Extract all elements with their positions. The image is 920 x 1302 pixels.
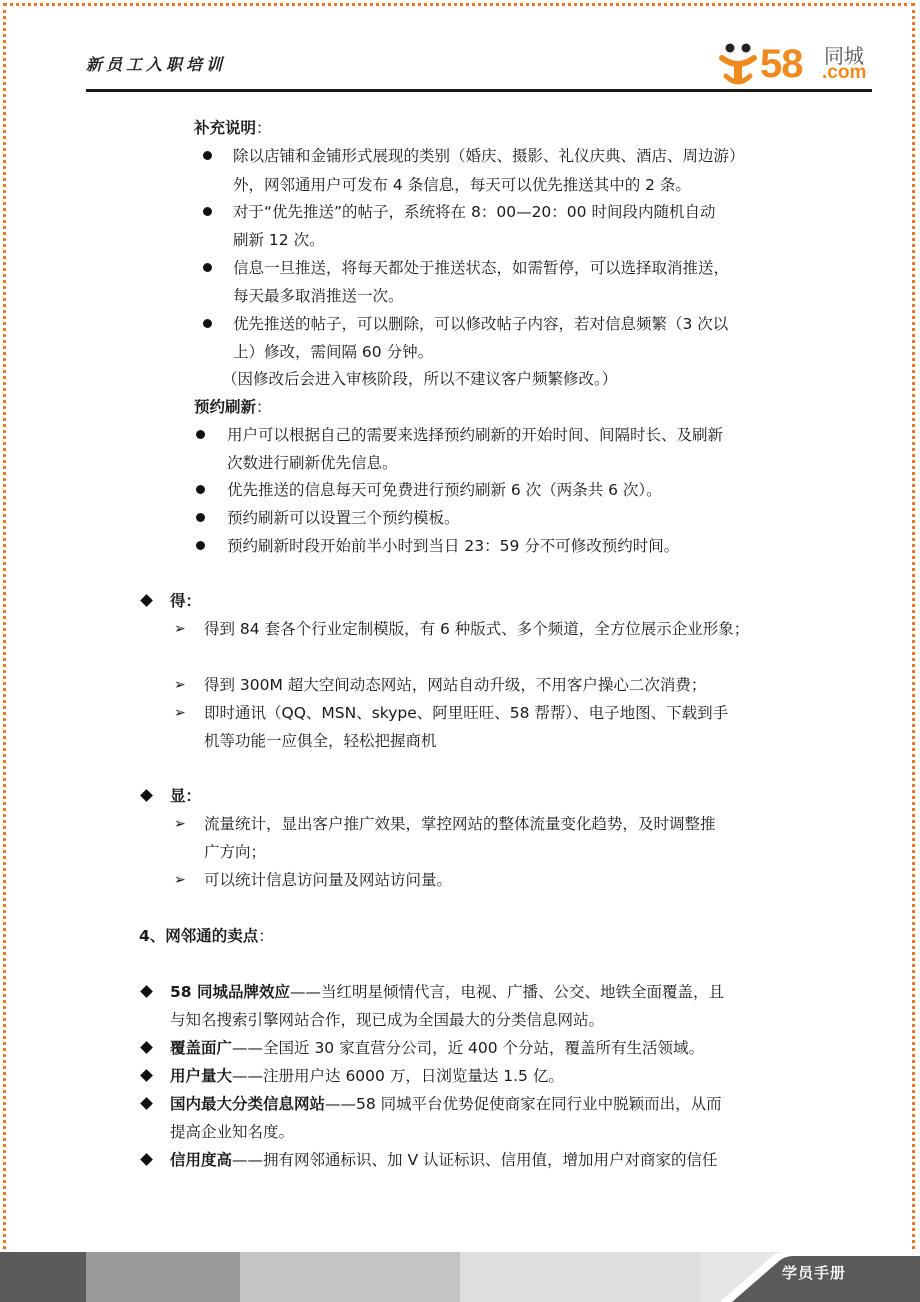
logo-city: 同城	[824, 44, 864, 68]
list-item: 流量统计，显出客户推广效果，掌控网站的整体流量变化趋势，及时调整推	[204, 815, 716, 833]
mascot-icon	[718, 40, 762, 86]
list-item: 除以店铺和金铺形式展现的类别（婚庆、摄影、礼仪庆典、酒店、周边游）	[233, 147, 745, 165]
list-item: 58 同城品牌效应——当红明星倾情代言，电视、广播、公交、地铁全面覆盖，且	[170, 983, 724, 1001]
bullet-icon	[203, 151, 212, 160]
arrow-bullet-icon: ➢	[174, 677, 186, 693]
list-item: 可以统计信息访问量及网站访问量。	[204, 871, 453, 889]
supplement-heading: 补充说明	[194, 119, 257, 137]
58-logo	[718, 40, 878, 86]
list-item-cont: 提高企业知名度。	[170, 1123, 295, 1141]
bullet-icon	[203, 207, 212, 216]
list-item: 预约刷新时段开始前半小时到当日 23：59 分不可修改预约时间。	[227, 537, 680, 555]
list-item: 对于“优先推送”的帖子，系统将在 8：00—20：00 时间段内随机自动	[233, 203, 716, 221]
bullet-icon	[196, 485, 205, 494]
gain-heading: 得：	[170, 592, 202, 610]
list-item: 国内最大分类信息网站——58 同城平台优势促使商家在同行业中脱颖而出，从而	[170, 1095, 722, 1113]
supplement-heading-row: 补充说明：	[194, 119, 272, 137]
refresh-heading-row: 预约刷新：	[194, 398, 272, 416]
header-divider	[86, 89, 872, 92]
logo-domain: .com	[822, 62, 867, 83]
list-item-cont: 外，网邻通用户可发布 4 条信息，每天可以优先推送其中的 2 条。	[233, 176, 691, 194]
list-item: 得到 84 套各个行业定制模版，有 6 种版式、多个频道，全方位展示企业形象；	[204, 620, 750, 638]
list-item: 信息一旦推送，将每天都处于推送状态，如需暂停，可以选择取消推送，	[233, 259, 730, 277]
header-title: 新员工入职培训	[86, 55, 227, 74]
list-item-cont: 广方向；	[204, 843, 267, 861]
footer-label: 学员手册	[782, 1264, 847, 1282]
arrow-bullet-icon: ➢	[174, 816, 186, 832]
list-item: 信用度高——拥有网邻通标识、加 V 认证标识、信用值，增加用户对商家的信任	[170, 1151, 718, 1169]
list-item-cont: 机等功能一应俱全，轻松把握商机	[204, 732, 437, 750]
selling-term: 58 同城品牌效应	[170, 983, 290, 1001]
arrow-bullet-icon: ➢	[174, 705, 186, 721]
list-item-cont: 每天最多取消推送一次。	[233, 287, 404, 305]
list-item-cont: 刷新 12 次。	[233, 231, 325, 249]
list-item-cont: 上）修改，需间隔 60 分钟。	[233, 343, 434, 361]
list-item-cont: 次数进行刷新优先信息。	[227, 454, 398, 472]
logo-number: 58	[760, 42, 803, 86]
bullet-icon	[203, 319, 212, 328]
bullet-icon	[196, 541, 205, 550]
list-item: 优先推送的信息每天可免费进行预约刷新 6 次（两条共 6 次）。	[227, 481, 662, 499]
selling-heading-row: 4、网邻通的卖点：	[139, 927, 274, 945]
list-item: 覆盖面广——全国近 30 家直营分公司，近 400 个分站，覆盖所有生活领域。	[170, 1039, 705, 1057]
selling-term: 信用度高	[170, 1151, 233, 1169]
refresh-heading: 预约刷新	[194, 398, 257, 416]
bullet-icon	[196, 513, 205, 522]
arrow-bullet-icon: ➢	[174, 621, 186, 637]
selling-term: 覆盖面广	[170, 1039, 233, 1057]
list-item-cont: 与知名搜索引擎网站合作，现已成为全国最大的分类信息网站。	[170, 1011, 605, 1029]
list-item: 用户可以根据自己的需要来选择预约刷新的开始时间、间隔时长、及刷新	[227, 426, 724, 444]
selling-term: 国内最大分类信息网站	[170, 1095, 326, 1113]
bullet-icon	[196, 430, 205, 439]
bullet-icon	[203, 263, 212, 272]
selling-term: 用户量大	[170, 1067, 233, 1085]
list-item: 得到 300M 超大空间动态网站，网站自动升级，不用客户操心二次消费；	[204, 676, 707, 694]
list-item: 即时通讯（QQ、MSN、skype、阿里旺旺、58 帮帮）、电子地图、下载到手	[204, 704, 729, 722]
show-heading: 显：	[170, 787, 202, 805]
selling-heading: 4、网邻通的卖点	[139, 927, 259, 945]
supplement-note: （因修改后会进入审核阶段，所以不建议客户频繁修改。）	[222, 370, 618, 388]
list-item: 预约刷新可以设置三个预约模板。	[227, 509, 460, 527]
list-item: 优先推送的帖子，可以删除，可以修改帖子内容，若对信息频繁（3 次以	[233, 315, 729, 333]
arrow-bullet-icon: ➢	[174, 872, 186, 888]
list-item: 用户量大——注册用户达 6000 万，日浏览量达 1.5 亿。	[170, 1067, 564, 1085]
